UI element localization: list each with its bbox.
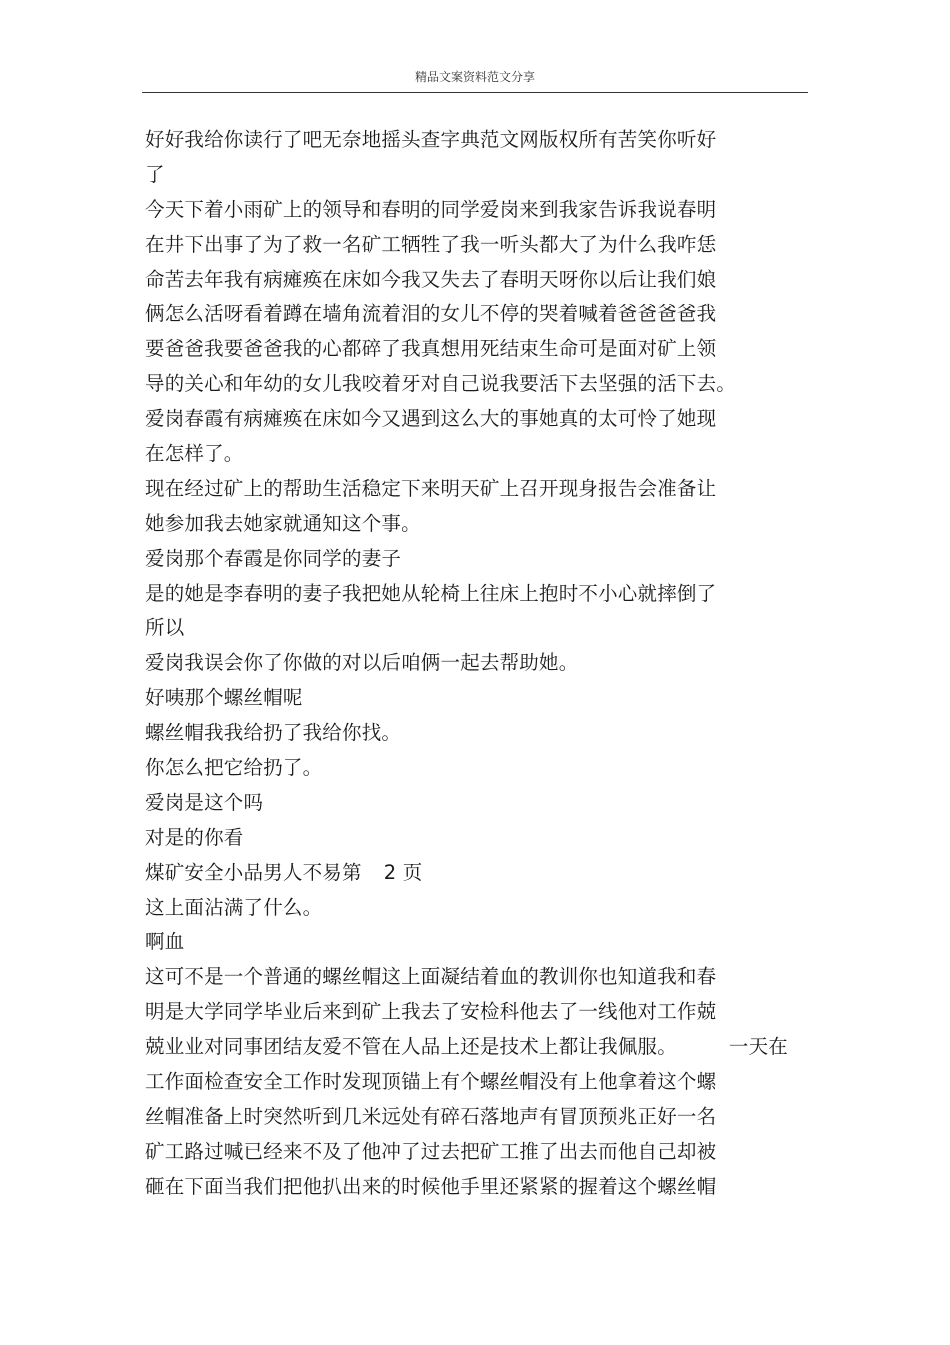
text-line: 今天下着小雨矿上的领导和春明的同学爱岗来到我家告诉我说春明 (145, 197, 717, 221)
text-line: 在怎样了。 (145, 442, 244, 466)
text-line: 要爸爸我要爸爸我的心都碎了我真想用死结束生命可是面对矿上领 (145, 337, 717, 361)
text-line: 矿工路过喊已经来不及了他冲了过去把矿工推了出去而他自己却被 (145, 1139, 717, 1163)
line-end: 一天在 (728, 1035, 789, 1059)
text-line: 所以 (145, 616, 185, 640)
text-line-split (145, 1030, 810, 1065)
page-ref-number: 2 页 (383, 860, 423, 884)
page-ref-text: 煤矿安全小品男人不易第 (145, 860, 362, 884)
text-line: 爱岗春霞有病瘫痪在床如今又遇到这么大的事她真的太可怜了她现 (145, 407, 717, 431)
text-line: 好好我给你读行了吧无奈地摇头查字典范文网版权所有苦笑你听好 (145, 128, 717, 151)
text-line: 工作面检查安全工作时发现顶锚上有个螺丝帽没有上他拿着这个螺 (145, 1070, 717, 1094)
text-line: 命苦去年我有病瘫痪在床如今我又失去了春明天呀你以后让我们娘 (145, 267, 717, 291)
header-title: 精品文案资料范文分享 (414, 70, 535, 84)
text-line: 了 (145, 162, 165, 186)
text-line: 爱岗那个春霞是你同学的妻子 (145, 546, 402, 570)
text-line: 是的她是李春明的妻子我把她从轮椅上往床上抱时不小心就摔倒了 (145, 581, 717, 605)
text-line: 现在经过矿上的帮助生活稳定下来明天矿上召开现身报告会准备让 (145, 476, 717, 500)
text-line: 在井下出事了为了救一名矿工牺牲了我一听头都大了为什么我咋恁 (145, 232, 717, 256)
line-start: 兢业业对同事团结友爱不管在人品上还是技术上都让我佩服。 (145, 1035, 677, 1059)
text-line: 丝帽准备上时突然听到几米远处有碎石落地声有冒顶预兆正好一名 (145, 1104, 717, 1128)
text-line: 砸在下面当我们把他扒出来的时候他手里还紧紧的握着这个螺丝帽 (145, 1174, 717, 1198)
text-line-page-ref (145, 856, 810, 891)
text-line: 对是的你看 (145, 825, 244, 849)
text-line: 明是大学同学毕业后来到矿上我去了安检科他去了一线他对工作兢 (145, 1000, 717, 1024)
text-line: 好咦那个螺丝帽呢 (145, 686, 303, 710)
page-header (142, 64, 808, 93)
text-line: 这可不是一个普通的螺丝帽这上面凝结着血的教训你也知道我和春 (145, 965, 717, 989)
document-body (145, 123, 810, 1205)
text-line: 她参加我去她家就通知这个事。 (145, 511, 421, 535)
text-line: 爱岗是这个吗 (145, 790, 264, 814)
text-line: 螺丝帽我我给扔了我给你找。 (145, 721, 402, 745)
text-line: 啊血 (145, 930, 185, 954)
text-line: 你怎么把它给扔了。 (145, 756, 323, 780)
text-line: 爱岗我误会你了你做的对以后咱俩一起去帮助她。 (145, 651, 579, 675)
text-line: 俩怎么活呀看着蹲在墙角流着泪的女儿不停的哭着喊着爸爸爸爸我 (145, 302, 717, 326)
text-line: 这上面沾满了什么。 (145, 895, 323, 919)
text-line: 导的关心和年幼的女儿我咬着牙对自己说我要活下去坚强的活下去。 (145, 372, 737, 396)
